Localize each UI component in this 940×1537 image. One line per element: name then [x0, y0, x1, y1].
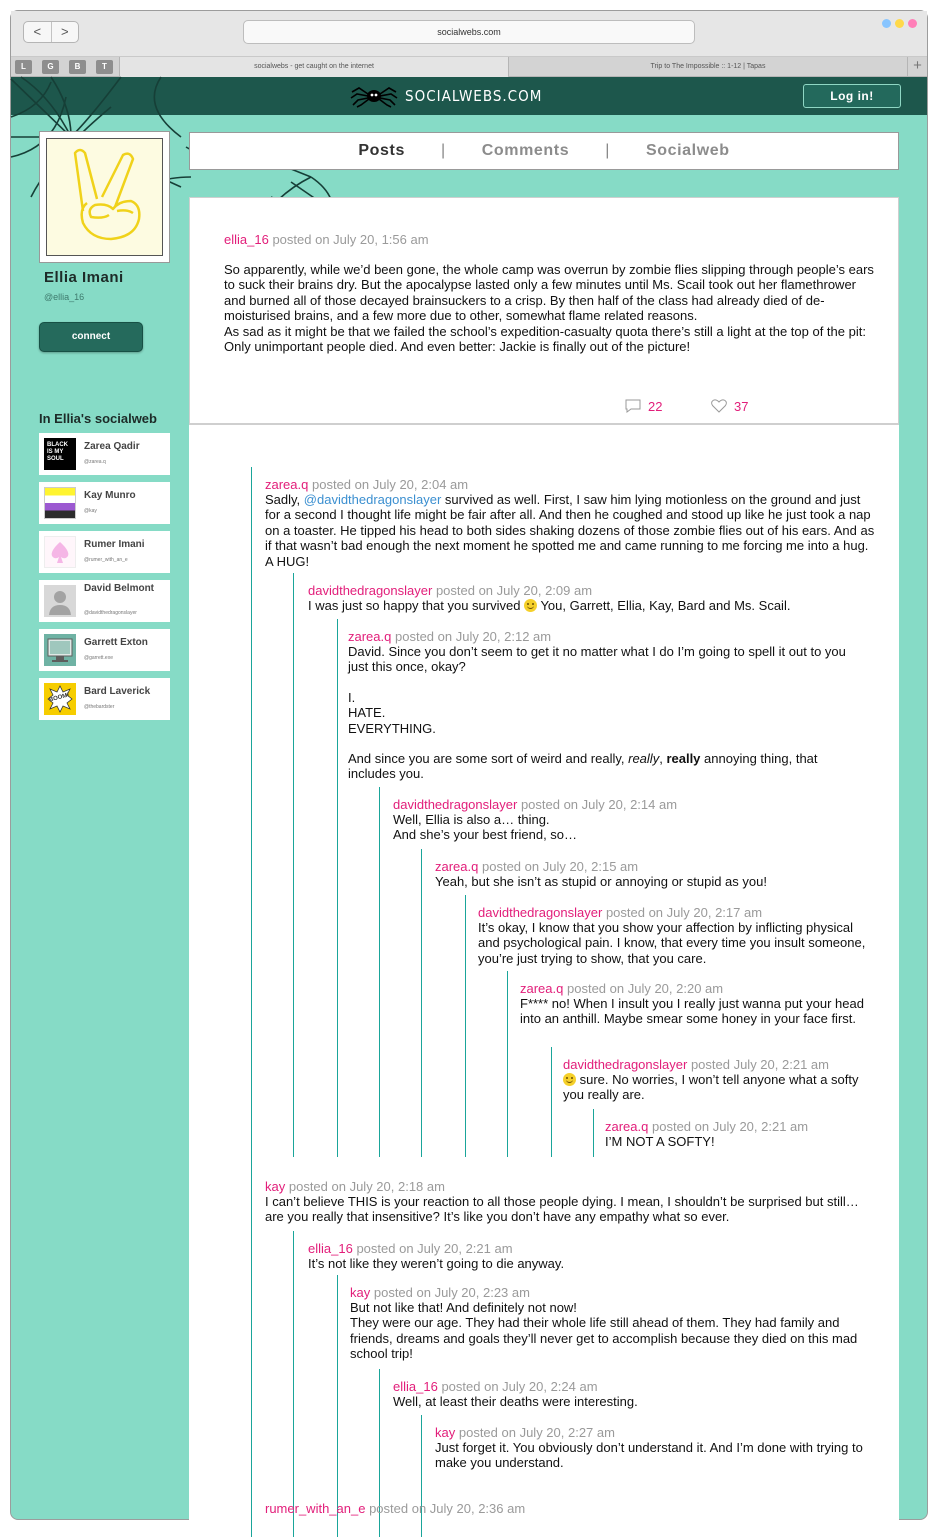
friend-handle: @kay — [84, 508, 97, 514]
friend-card-rumer[interactable] — [39, 531, 170, 573]
comment-text: Well, Ellia is also a… thing. — [393, 812, 550, 827]
comment-body: I can’t believe THIS is your reaction to all those people dying. I mean, I shouldn’t be surprised but still… are you really that insensitive? It’s like you don’t have any empathy what so ever. — [265, 1194, 859, 1225]
window-dot-yellow[interactable] — [895, 19, 904, 28]
friend-name: Bard Laverick — [84, 686, 151, 697]
profile-name: Ellia Imani — [44, 269, 124, 286]
thread-line — [421, 1415, 422, 1537]
friend-avatar: BLACK IS MY SOUL — [44, 438, 76, 470]
thread-line — [421, 849, 422, 1157]
comment-icon — [624, 398, 642, 414]
comment-body: Yeah, but she isn’t as stupid or annoying or stupid as you! — [435, 874, 767, 889]
comment-author-link[interactable]: kay — [435, 1425, 456, 1440]
comment-body: It’s not like they weren’t going to die anyway. — [308, 1256, 565, 1271]
window-controls — [882, 19, 917, 28]
comment-author-link[interactable]: davidthedragonslayer — [308, 583, 433, 598]
friend-handle: @garrett.exe — [84, 655, 113, 661]
thread-line — [465, 895, 466, 1157]
friend-card-garrett[interactable] — [39, 629, 170, 671]
tab-comments[interactable]: Comments — [481, 142, 570, 159]
comment-emphasis: really — [628, 751, 660, 767]
comment-body: Just forget it. You obviously don’t understand it. And I’m done with trying to make you understand. — [435, 1440, 863, 1471]
comment-body — [350, 1300, 870, 1362]
comment-timestamp: posted on July 20, 2:15 am — [482, 859, 639, 874]
thread-line — [293, 1231, 294, 1537]
comment-body: I’M NOT A SOFTY! — [605, 1134, 715, 1149]
comment-timestamp: posted on July 20, 2:27 am — [458, 1425, 615, 1440]
friend-avatar — [44, 683, 76, 715]
comment — [265, 1179, 875, 1225]
post-paragraph: As sad as it might be that we failed the school’s expedition-casualty quota there’s still a light at the top of the pit: Only unimportant people died. And even better: Jackie is finally out of the picture! — [224, 323, 866, 355]
forward-button[interactable]: > — [60, 24, 69, 39]
thread-line — [593, 1109, 594, 1157]
peace-hand-icon — [47, 139, 162, 255]
socialweb-title: In Ellia's socialweb — [39, 411, 157, 426]
friend-name: Rumer Imani — [84, 539, 145, 550]
comment-author-link[interactable]: ellia_16 — [393, 1379, 438, 1394]
comment-text: But not like that! And definitely not now! — [350, 1300, 577, 1315]
friend-handle: @thebardster — [84, 704, 115, 710]
thread-line — [379, 787, 380, 1157]
window-dot-pink[interactable] — [908, 19, 917, 28]
comment-meta — [308, 1241, 868, 1256]
comment-timestamp: posted on July 20, 2:14 am — [520, 797, 678, 812]
comment-text: annoying thing, that includes you. — [348, 751, 818, 782]
comment-meta — [393, 797, 873, 812]
comment-timestamp: posted on July 20, 2:12 am — [395, 629, 552, 644]
post-paragraph: So apparently, while we’d been gone, the whole camp was overrun by zombie flies slipping through people’s ears to suck their brains dry. But the apocalypse lasted only a few minutes until Ms. Scail took out her flamethrower and burned all of those decayed brainsuckers to a crisp. By then half of the class had already died of de-moisturised brains, and a few more due to other, somewhat flame related reasons. — [224, 262, 874, 324]
comment-timestamp: posted July 20, 2:21 am — [690, 1057, 829, 1072]
comment-meta — [520, 981, 875, 996]
tab-posts[interactable]: Posts — [358, 142, 405, 159]
address-bar[interactable]: socialwebs.com — [243, 20, 695, 44]
comment-thread — [189, 424, 899, 1534]
comment-author-link[interactable]: kay — [265, 1179, 286, 1194]
spider-icon — [351, 85, 397, 107]
comment-author-link[interactable]: davidthedragonslayer — [478, 905, 603, 920]
browser-tab-tapas[interactable]: Trip to The Impossible :: 1-12 | Tapas — [650, 63, 766, 70]
smile-emoji-icon — [563, 1073, 576, 1086]
friend-name: Garrett Exton — [84, 637, 148, 648]
comment-text: I. — [348, 689, 356, 705]
comment-author-link[interactable]: zarea.q — [520, 981, 564, 996]
new-tab-button[interactable]: + — [907, 57, 927, 77]
friend-handle: @rumer_with_an_e — [84, 557, 128, 563]
tab-socialweb[interactable]: Socialweb — [645, 142, 730, 159]
comment-text: Sadly, — [265, 492, 304, 507]
site-header — [11, 77, 927, 115]
comment-timestamp: posted on July 20, 2:04 am — [312, 477, 469, 492]
post-timestamp: posted on July 20, 1:56 am — [272, 232, 429, 247]
thread-line — [337, 619, 338, 1157]
like-count-value: 37 — [734, 398, 749, 414]
history-nav — [23, 21, 79, 43]
comment-text: I was just so happy that you survived — [308, 598, 525, 613]
thread-line — [337, 1275, 338, 1537]
comment-author-link[interactable]: rumer_with_an_e — [265, 1501, 366, 1516]
nonbinary-flag-icon — [44, 487, 76, 519]
login-button[interactable]: Log in! — [803, 84, 901, 108]
default-user-icon — [44, 585, 76, 617]
post-body — [224, 262, 874, 354]
comment-author-link[interactable]: zarea.q — [435, 859, 479, 874]
thread-line — [551, 1047, 552, 1157]
comment-body — [308, 598, 868, 613]
browser-window — [10, 10, 928, 1520]
comment-strong: really — [666, 751, 701, 767]
post-card — [189, 197, 899, 424]
comment — [605, 1119, 875, 1149]
comment — [348, 629, 868, 782]
mention-link[interactable]: @davidthedragonslayer — [303, 492, 442, 507]
friend-list — [39, 433, 170, 727]
comment-body: F**** no! When I insult you I really just wanna put your head into an anthill. Maybe smear some honey in your face first. — [520, 996, 864, 1027]
comment — [435, 859, 875, 889]
comment-meta — [393, 1379, 873, 1394]
comment — [308, 583, 868, 613]
comment-text: You, Garrett, Ellia, Kay, Bard and Ms. Scail. — [537, 598, 791, 613]
comment-meta — [348, 629, 868, 644]
comment-meta — [308, 583, 868, 598]
computer-icon — [44, 634, 76, 666]
comment-timestamp: posted on July 20, 2:36 am — [369, 1501, 526, 1516]
friend-name: Zarea Qadir — [84, 441, 140, 452]
smile-emoji-icon — [524, 599, 537, 612]
comment-meta — [265, 477, 875, 492]
comment-text: EVERYTHING. — [348, 720, 436, 736]
back-button[interactable]: < — [24, 22, 52, 42]
comment — [393, 1379, 873, 1409]
spade-icon — [44, 536, 76, 568]
comment-body — [393, 812, 873, 843]
friend-handle: @davidthedragonslayer — [84, 610, 137, 616]
post-meta — [224, 232, 429, 247]
friend-name: Kay Munro — [84, 490, 136, 501]
friend-name: David Belmont — [84, 583, 155, 594]
comment-meta — [435, 1425, 875, 1440]
comment-text: survived as well. First, I saw him lying motionless on the ground and just for a second I thought life might be fair after all. And then he coughed and stood up like he just took a nap on a toaster. He tipped his head to both sides shaking dozens of those zombie flies out of his ears. And as if that wasn’t bad enough the next moment he spotted me and came running to me forcing me into a hug. A HUG! — [265, 492, 875, 569]
connect-button[interactable]: connect — [39, 322, 143, 352]
comment-meta — [478, 905, 868, 920]
comment-count-value: 22 — [648, 398, 663, 414]
comment-author-link[interactable]: kay — [350, 1285, 371, 1300]
site-logo[interactable] — [351, 86, 542, 106]
comment-text: And she’s your best friend, so… — [393, 827, 578, 843]
comment-timestamp: posted on July 20, 2:21 am — [356, 1241, 513, 1256]
tab-separator: | — [440, 142, 446, 159]
tab-button-l[interactable]: L — [15, 60, 32, 74]
heart-icon — [710, 398, 728, 414]
friend-card-zarea[interactable] — [39, 433, 170, 475]
browser-tabbar — [11, 57, 927, 77]
comment-timestamp: posted on July 20, 2:24 am — [441, 1379, 598, 1394]
boom-text: BOOM! — [48, 692, 71, 704]
tab-button-g[interactable]: G — [42, 60, 59, 74]
comment-body — [348, 644, 868, 782]
friend-card-kay[interactable] — [39, 482, 170, 524]
comment-author-link[interactable]: davidthedragonslayer — [563, 1057, 688, 1072]
browser-tab-socialwebs[interactable]: socialwebs - get caught on the internet — [119, 57, 509, 77]
comment-author-link[interactable]: zarea.q — [605, 1119, 649, 1134]
comment — [350, 1285, 870, 1362]
comment-body — [563, 1072, 873, 1103]
comment — [435, 1425, 875, 1471]
tab-separator: | — [605, 142, 610, 159]
comment-timestamp: posted on July 20, 2:20 am — [567, 981, 724, 996]
comment-meta — [265, 1501, 875, 1516]
comment-text: And since you are some sort of weird and really, — [348, 751, 629, 767]
comment-text — [348, 751, 868, 782]
comment-author-link[interactable]: zarea.q — [265, 477, 309, 492]
window-dot-blue[interactable] — [882, 19, 891, 28]
friend-card-bard[interactable] — [39, 678, 170, 720]
comment-timestamp: posted on July 20, 2:09 am — [435, 583, 593, 598]
comment-text: HATE. — [348, 705, 386, 721]
comment-timestamp: posted on July 20, 2:21 am — [652, 1119, 809, 1134]
comment-timestamp: posted on July 20, 2:23 am — [373, 1285, 530, 1300]
comment — [393, 797, 873, 843]
comment-timestamp: posted on July 20, 2:18 am — [288, 1179, 445, 1194]
tab-button-b[interactable]: B — [69, 60, 86, 74]
comment-meta — [563, 1057, 873, 1072]
comment-body — [265, 492, 875, 569]
tab-button-t[interactable]: T — [96, 60, 113, 74]
comment-meta — [265, 1179, 875, 1194]
like-count[interactable] — [710, 398, 748, 414]
comment-timestamp: posted on July 20, 2:17 am — [605, 905, 763, 920]
browser-titlebar — [11, 11, 927, 57]
comment-meta — [350, 1285, 870, 1300]
comment — [478, 905, 868, 966]
comment — [563, 1057, 873, 1103]
friend-card-david[interactable] — [39, 580, 170, 622]
post-author-link[interactable]: ellia_16 — [224, 232, 269, 247]
comment — [308, 1241, 868, 1271]
comment-body: Well, at least their deaths were interesting. — [393, 1394, 638, 1409]
site-logo-text: SOCIALWEBS.COM — [405, 87, 543, 105]
thread-line — [507, 971, 508, 1157]
comment-author-link[interactable]: zarea.q — [348, 629, 392, 644]
comment-meta — [435, 859, 875, 874]
comment-author-link[interactable]: davidthedragonslayer — [393, 797, 518, 812]
thread-line — [251, 467, 252, 1537]
comment-count[interactable] — [624, 398, 662, 414]
comment-meta — [605, 1119, 875, 1134]
comment-text: They were our age. They had their whole life still ahead of them. They had family and friends, dreams and goals they’ll never get to accomplish because they died on this mad school trip! — [350, 1315, 858, 1362]
friend-handle: @zarea.q — [84, 459, 106, 465]
comment-text: sure. No worries, I won’t tell anyone what a softy you really are. — [563, 1072, 859, 1103]
comment — [265, 1501, 875, 1516]
profile-avatar — [39, 131, 170, 263]
thread-line — [293, 573, 294, 1157]
profile-handle: @ellia_16 — [44, 292, 85, 302]
comment-text: David. Since you don’t seem to get it no matter what I do I’m going to spell it out to you just this once, okay? — [348, 644, 846, 675]
comment-text: , — [659, 751, 667, 767]
comment-body: It’s okay, I know that you show your affection by inflicting physical and psychological pain. I know, that every time you insult someone, you’re just trying to show, that you care. — [478, 920, 866, 966]
comment — [265, 477, 875, 569]
content-tabs — [189, 132, 899, 170]
comment-author-link[interactable]: ellia_16 — [308, 1241, 353, 1256]
comment — [520, 981, 875, 1027]
